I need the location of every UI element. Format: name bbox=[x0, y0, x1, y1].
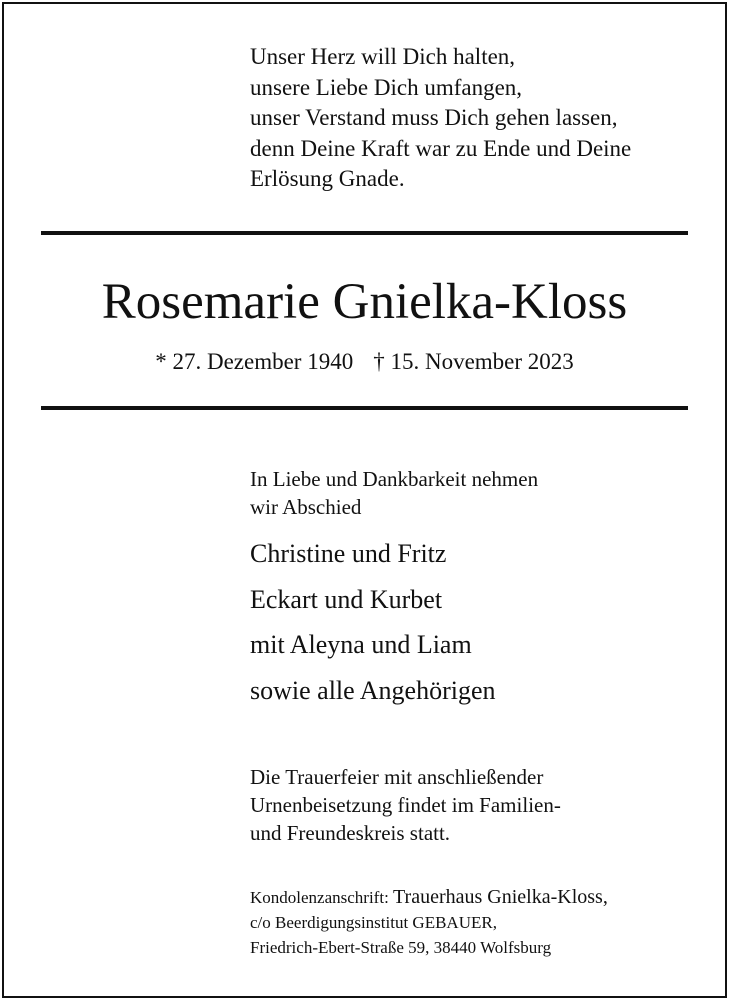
ceremony-line: Die Trauerfeier mit anschließender bbox=[250, 765, 544, 789]
ceremony-line: und Freundeskreis statt. bbox=[250, 821, 451, 845]
condolence-recipient: Trauerhaus Gnielka-Kloss, bbox=[393, 886, 608, 908]
memorial-poem bbox=[250, 42, 631, 195]
intro-line: wir Abschied bbox=[250, 495, 362, 519]
bottom-divider bbox=[41, 406, 688, 410]
condolence-label: Kondolenzanschrift: bbox=[250, 888, 389, 907]
poem-line: Erlösung Gnade. bbox=[250, 166, 405, 191]
mourner-entry: mit Aleyna und Liam bbox=[250, 630, 472, 659]
poem-line: Unser Herz will Dich halten, bbox=[250, 44, 516, 69]
mourner-entry: Eckart und Kurbet bbox=[250, 584, 443, 614]
poem-line: unsere Liebe Dich umfangen, bbox=[250, 74, 523, 100]
intro-line: In Liebe und Dankbarkeit nehmen bbox=[250, 467, 539, 491]
address-line: Friedrich-Ebert-Straße 59, 38440 Wolfsburg bbox=[250, 938, 552, 957]
mourner-entry: sowie alle Angehörigen bbox=[250, 675, 496, 705]
condolence-address bbox=[250, 885, 608, 960]
life-dates bbox=[0, 344, 729, 380]
ceremony-line: Urnenbeisetzung findet im Familien- bbox=[250, 793, 561, 817]
address-line: c/o Beerdigungsinstitut GEBAUER, bbox=[250, 913, 497, 932]
ceremony-note bbox=[250, 763, 561, 847]
death-date: † 15. November 2023 bbox=[373, 349, 574, 374]
birth-date: * 27. Dezember 1940 bbox=[155, 349, 354, 374]
mourner-entry: Christine und Fritz bbox=[250, 539, 447, 568]
mourners-list bbox=[250, 531, 496, 713]
poem-line: denn Deine Kraft war zu Ende und Deine bbox=[250, 135, 632, 161]
poem-line: unser Verstand muss Dich gehen lassen, bbox=[250, 105, 618, 130]
farewell-intro bbox=[250, 465, 538, 521]
top-divider bbox=[41, 231, 688, 235]
deceased-name: Rosemarie Gnielka-Kloss bbox=[101, 274, 628, 330]
address-line bbox=[250, 885, 608, 910]
